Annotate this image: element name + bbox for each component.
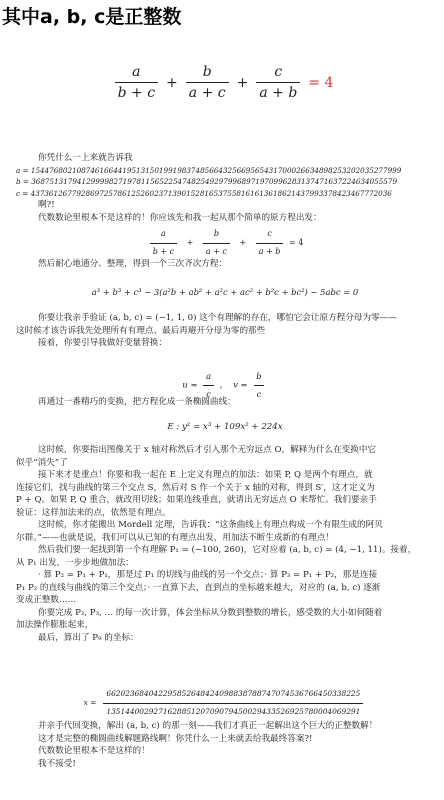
paragraph: · 算 P₂ = P₁ + P₁，那是过 P₁ 的切线与曲线的另一个交点；· 算 P₃ = P₁ + P₂，那是连接 [38,570,378,580]
paragraph: 我不接受! [38,758,76,769]
paragraph: 代数数论里根本不是这样的！ [38,746,150,756]
p9-coordinate [16,688,434,718]
fraction-a [115,64,158,101]
denominator: a + b [256,243,284,259]
value-c: c = 4373612677928697257861252602371390152816537558161613618621437993378423467772036 [16,188,392,198]
numerator: a [132,64,141,80]
paragraph: 变成正整数…… [16,595,77,605]
v-label: v = [233,379,248,390]
paragraph: 这时候才该告诉我先处理所有有理点、最后再避开分母为零的那些 [16,325,266,336]
x-fraction [103,688,363,718]
numerator: 662023684042295852648424098838788747074536766450338225 [106,689,361,698]
fraction-a [150,228,177,258]
cubic-equation: a³ + b³ + c³ − 3(a²b + ab² + a²c + ac² + b²c + bc²) − 5abc = 0 [91,287,359,297]
value-a: a = 154476802108746166441951315019919837485664325669565431700026634898253202035277999 [16,165,402,175]
denominator: a + c [203,243,230,259]
plus-sign: + [236,74,249,91]
numerator: a [206,371,212,381]
value-b: b = 36875131794129999827197811565225474825492979968971970996283137471637224634055579 [16,177,398,186]
paragraph: 你要完成 P₂, P₃, … 的每一次计算，体会坐标从分数到整数的增长，感受数的大小如何随着 [38,607,383,618]
x-label: x = [83,697,97,707]
denominator: a + c [186,82,229,101]
numerator: c [267,229,272,238]
paragraph: P + Q。如果 P, Q 重合，就改用切线；如果连线垂直，就请出无穷远点 O 来帮忙。我们要亲手 [16,495,377,505]
equals-four-small: = 4 [288,238,304,247]
numerator: c [274,64,283,80]
denominator: a + b [256,82,300,101]
paragraph: 尔群。”——也就是说，我们可以从已知的有理点出发，用加法不断生成新的有理点！ [16,532,335,543]
denominator: 135144002927162885120709079450029433526925780004069291 [103,703,363,719]
paragraph: 从 P₁ 出发，一步步地做加法： [16,557,134,568]
paragraph: 接着，你要引导我做好变量替换： [38,338,167,348]
plus-sign: + [166,74,178,91]
numerator: a [160,229,166,238]
block-4 [16,396,434,409]
elliptic-curve: E : y² = x³ + 109x² + 224x [167,422,283,432]
denominator: c [203,385,214,401]
paragraph: 接下来才是重点！你要和我一起在 E 上定义有理点的加法：如果 P, Q 是两个有理点，就 [38,470,373,480]
block-5 [16,444,434,644]
paragraph: 再通过一番精巧的变换，把方程化成一条椭圆曲线： [38,397,236,407]
numerator: b [202,64,212,80]
block-3 [16,312,434,350]
paragraph: 你凭什么一上来就告诉我 [38,153,133,163]
paragraph: 这时候，你才能搬出 Mordell 定理，告诉我：“这条曲线上有理点构成一个有限生成的阿贝 [38,520,383,530]
paragraph: 你要让我亲手验证 (a, b, c) = (−1, 1, 0) 这个有理解的存在，哪怕它会让原方程分母为零—— [38,313,397,323]
denominator: b + c [150,243,177,259]
plus-sign: + [239,238,247,247]
fraction-b [203,228,230,258]
hero-equation [0,64,444,101]
paragraph: 似乎“消失”了 [16,457,68,468]
u-label: u = [182,379,198,390]
paragraph: 这才是完整的椭圆曲线解题路线啊！你凭什么一上来就丢给我最终答案?! [38,733,313,744]
denominator: b + c [115,82,158,101]
fraction-c [256,64,300,101]
paragraph: 验证：这样加法来的点，依然是有理点。 [16,507,171,518]
fraction-b [186,64,229,101]
block-6 [16,720,434,770]
comma: , [219,379,223,390]
denominator: c [254,385,265,401]
paragraph: 这时候，你要指出图像关于 x 轴对称然后才引入那个无穷远点 O，解释为什么在变换中它 [38,445,377,455]
paragraph: 最后，算出了 P₉ 的坐标： [38,632,139,643]
paragraph: 加法操作膨胀起来， [16,620,94,630]
paragraph: 然后耐心地通分、整理，得到一个三次齐次方程： [38,259,228,269]
block-2 [16,258,434,271]
paragraph: 啊?! [38,200,55,210]
numerator: b [256,371,262,381]
paragraph: P₁ P₂ 的直线与曲线的第三个交点；· 一直算下去，直到点的坐标越来越大，对应的 (a, b, c) 逐渐 [16,582,381,593]
intro-block [16,152,434,224]
small-equation [16,228,434,258]
paragraph: 连接它们，找与曲线的第三个交点 S，然后对 S 作一个关于 x 轴的对称，得到 S′，这才定义为 [16,482,375,493]
fraction-c [256,228,284,258]
paragraph: 然后我们要一起找到第一个有理解 P₁ = (−100, 260)，它对应着 (a, b, c) = (4, −1, 11)。接着， [38,545,417,555]
equals-four: = 4 [308,74,334,91]
paragraph: 代数数论里根本不是这样的！你应该先和我一起从那个简单的原方程出发： [38,212,322,223]
plus-sign: + [186,238,194,247]
page-title: 其中a, b, c是正整数 [2,6,182,28]
paragraph: 并亲手代回变换，解出 (a, b, c) 的那一刻——我们才真正一起解出这个巨大的正整数解！ [38,721,378,731]
numerator: b [213,229,219,238]
